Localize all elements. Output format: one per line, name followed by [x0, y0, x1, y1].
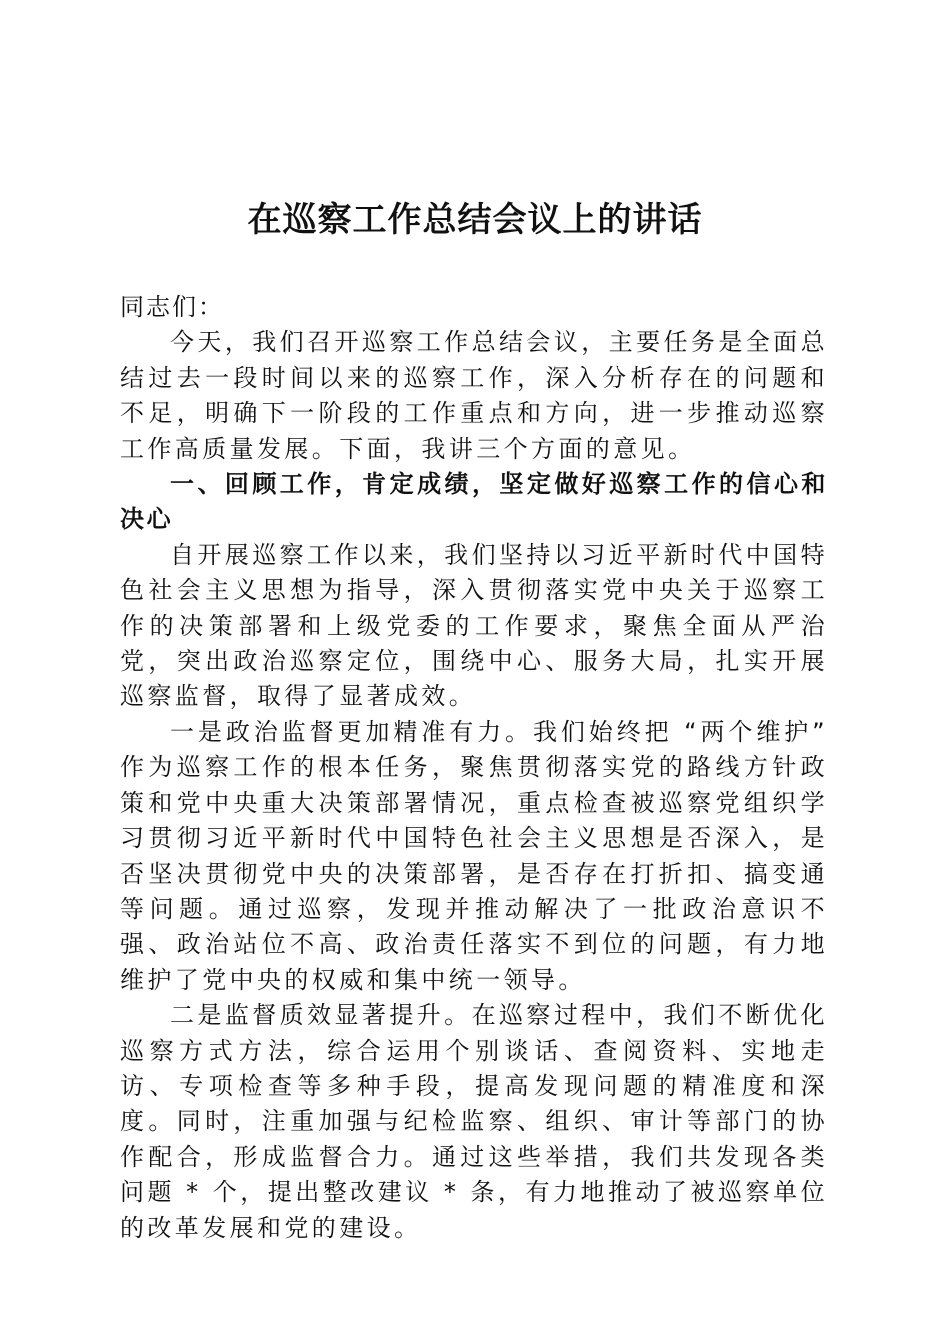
paragraph-achievements: 自开展巡察工作以来，我们坚持以习近平新时代中国特色社会主义思想为指导，深入贯彻落实党中央关于巡察工作的决策部署和上级党委的工作要求，聚焦全面从严治党，突出政治巡察定位，围绕中心、服务大局，扎实开展巡察监督，取得了显著成效。: [120, 540, 828, 711]
document-title: 在巡察工作总结会议上的讲话: [247, 200, 703, 240]
document-body: [120, 290, 828, 1246]
salutation: 同志们：: [120, 293, 224, 321]
paragraph-intro: 今天，我们召开巡察工作总结会议，主要任务是全面总结过去一段时间以来的巡察工作，深入分析存在的问题和不足，明确下一阶段的工作重点和方向，进一步推动巡察工作高质量发展。下面，我讲三个方面的意见。: [120, 328, 828, 463]
section-heading-1: 一、回顾工作，肯定成绩，坚定做好巡察工作的信心和决心: [120, 470, 828, 534]
paragraph-supervision-quality: 二是监督质效显著提升。在巡察过程中，我们不断优化巡察方式方法，综合运用个别谈话、查阅资料、实地走访、专项检查等多种手段，提高发现问题的精准度和深度。同时，注重加强与纪检监察、组织、审计等部门的协作配合，形成监督合力。通过这些举措，我们共发现各类问题 * 个，提出整改建议 * 条，有力地推动了被巡察单位的改革发展和党的建设。: [120, 1001, 828, 1242]
paragraph-political-supervision: 一是政治监督更加精准有力。我们始终把 “两个维护” 作为巡察工作的根本任务，聚焦贯彻落实党的路线方针政策和党中央重大决策部署情况，重点检查被巡察党组织学习贯彻习近平新时代中国特色社会主义思想是否深入，是否坚决贯彻党中央的决策部署，是否存在打折扣、搞变通等问题。通过巡察，发现并推动解决了一批政治意识不强、政治站位不高、政治责任落实不到位的问题，有力地维护了党中央的权威和集中统一领导。: [120, 717, 828, 994]
